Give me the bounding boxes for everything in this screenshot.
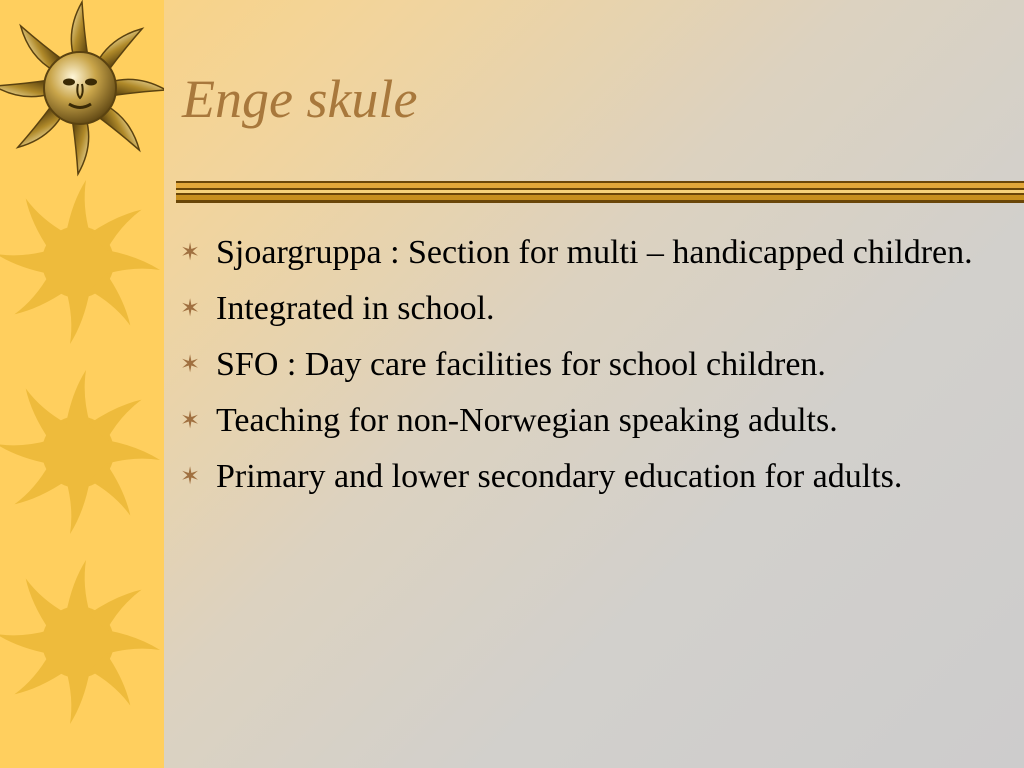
star-bullet-icon: ✶ [180,296,201,322]
sun-icon [0,180,160,344]
sun-sidebar [0,0,164,768]
star-bullet-icon: ✶ [180,352,201,378]
bullet-item [180,454,1000,500]
sun-decorations [0,0,164,768]
sun-icon [0,370,160,534]
bullet-list [180,230,1000,510]
star-bullet-icon: ✶ [180,408,201,434]
bullet-text: SFO : Day care facilities for school children. [216,346,826,383]
slide-title: Enge skule [182,69,418,129]
bullet-item [180,342,1000,388]
title-divider-rule [176,181,1024,203]
bullet-item [180,286,1000,332]
star-bullet-icon: ✶ [180,464,201,490]
bullet-item [180,230,1000,276]
bullet-text: Sjoargruppa : Section for multi – handicapped children. [216,234,973,271]
sun-icon [0,560,160,724]
bullet-text: Integrated in school. [216,290,495,327]
bullet-text: Primary and lower secondary education for adults. [216,458,903,495]
bullet-text: Teaching for non-Norwegian speaking adults. [216,402,838,439]
sun-face-icon [0,2,164,174]
bullet-item [180,398,1000,444]
star-bullet-icon: ✶ [180,240,201,266]
